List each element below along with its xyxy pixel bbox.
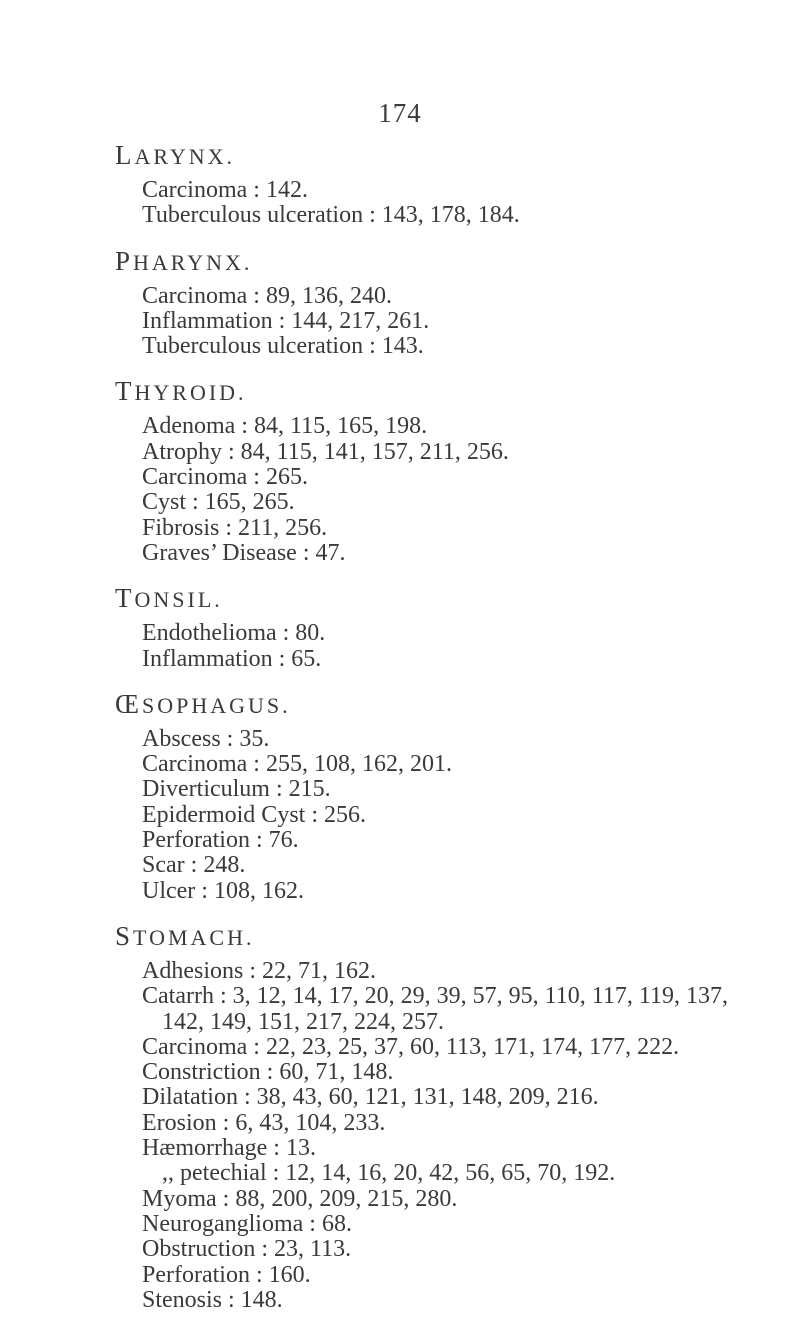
index-entry: Stenosis : 148. (142, 1286, 283, 1313)
section-pharynx (115, 246, 770, 360)
section-thyroid (115, 376, 770, 566)
entry-list (142, 621, 770, 672)
page-number: 174 (378, 98, 422, 128)
section-heading: STOMACH. (115, 920, 255, 951)
index-entry: Atrophy : 84, 115, 141, 157, 211, 256. (142, 438, 509, 465)
index-entry: Dilatation : 38, 43, 60, 121, 131, 148, 209, 216. (142, 1084, 599, 1111)
index-entry: Carcinoma : 142. (142, 177, 308, 203)
section-larynx (115, 140, 770, 229)
index-entry: Catarrh : 3, 12, 14, 17, 20, 29, 39, 57, 95, 110, 117, 119, 137, (142, 983, 728, 1010)
index-entry: Constriction : 60, 71, 148. (142, 1059, 394, 1086)
index-entry: Adhesions : 22, 71, 162. (142, 957, 376, 984)
index-entry: Inflammation : 144, 217, 261. (142, 307, 430, 334)
section-heading: ŒSOPHAGUS. (115, 688, 291, 719)
index-entry: Endothelioma : 80. (142, 620, 326, 647)
entry-list (142, 727, 770, 904)
index-entry: Adenoma : 84, 115, 165, 198. (142, 413, 428, 440)
index-entry: Tuberculous ulceration : 143. (142, 333, 424, 360)
index-entry: Diverticulum : 215. (142, 776, 331, 803)
index-entry: Fibrosis : 211, 256. (142, 514, 328, 541)
index-entry: Abscess : 35. (142, 725, 270, 752)
entry-list (142, 414, 770, 566)
index-list (115, 140, 770, 1330)
section-heading: THYROID. (115, 376, 247, 407)
index-entry: Carcinoma : 255, 108, 162, 201. (142, 751, 452, 778)
index-entry: Scar : 248. (142, 852, 246, 879)
index-entry: Carcinoma : 265. (142, 464, 308, 491)
index-entry: Perforation : 160. (142, 1261, 311, 1288)
index-entry: Erosion : 6, 43, 104, 233. (142, 1109, 386, 1136)
index-entry-continuation: 142, 149, 151, 217, 224, 257. (162, 1008, 444, 1035)
entry-list (142, 959, 770, 1313)
index-entry: Hæmorrhage : 13. (142, 1135, 316, 1162)
section-tonsil (115, 583, 770, 672)
index-entry: Neuroganglioma : 68. (142, 1210, 352, 1237)
section-stomach (115, 921, 770, 1313)
entry-list (142, 178, 770, 229)
index-entry: Myoma : 88, 200, 209, 215, 280. (142, 1185, 458, 1212)
entry-list (142, 284, 770, 360)
section-heading: PHARYNX. (115, 245, 253, 276)
section-oesophagus (115, 689, 770, 904)
index-entry: Ulcer : 108, 162. (142, 877, 304, 904)
index-entry: Tuberculous ulceration : 143, 178, 184. (142, 202, 520, 229)
index-entry: Carcinoma : 89, 136, 240. (142, 282, 392, 309)
index-entry: Cyst : 165, 265. (142, 489, 295, 516)
index-entry: Epidermoid Cyst : 256. (142, 801, 366, 828)
index-entry: Inflammation : 65. (142, 645, 322, 672)
index-entry: Obstruction : 23, 113. (142, 1236, 352, 1263)
index-entry: Carcinoma : 22, 23, 25, 37, 60, 113, 171, 174, 177, 222. (142, 1033, 680, 1060)
section-heading: LARYNX. (115, 140, 236, 170)
index-entry: Perforation : 76. (142, 827, 299, 854)
index-entry-sub: ,, petechial : 12, 14, 16, 20, 42, 56, 65, 70, 192. (162, 1160, 616, 1187)
section-heading: TONSIL. (115, 583, 223, 614)
index-entry: Graves’ Disease : 47. (142, 539, 346, 566)
